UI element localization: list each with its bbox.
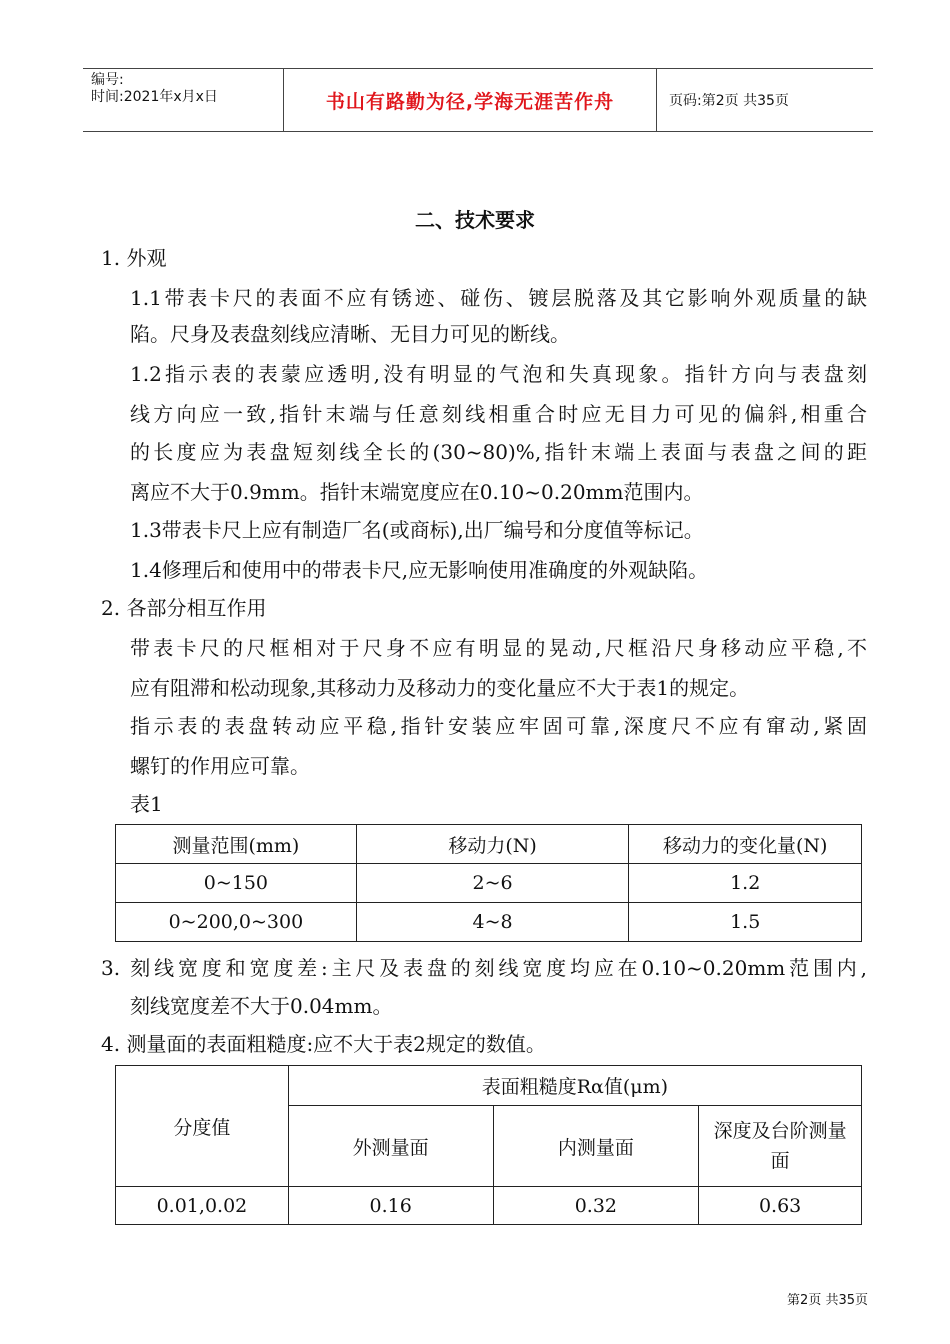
- table-2: [115, 1065, 862, 1225]
- page-header: [83, 68, 873, 132]
- page-footer: 第2页 共35页: [787, 1293, 868, 1308]
- p1-3: 1.3带表卡尺上应有制造厂名(或商标),出厂编号和分度值等标记。: [130, 518, 704, 542]
- s3-line1: 3. 刻线宽度和宽度差:主尺及表盘的刻线宽度均应在0.10~0.20mm范围内,: [101, 956, 867, 980]
- table-header-row: [116, 1066, 862, 1106]
- p1-2-line1: 1.2指示表的表蒙应透明,没有明显的气泡和失真现象。指针方向与表盘刻: [130, 362, 867, 386]
- p1-2-line2: 线方向应一致,指针末端与任意刻线相重合时应无目力可见的偏斜,相重合: [130, 402, 867, 426]
- table-cell: 0.32: [493, 1187, 699, 1225]
- table-cell: 1.2: [629, 864, 862, 903]
- p2-a-line1: 带表卡尺的尺框相对于尺身不应有明显的晃动,尺框沿尺身移动应平稳,不: [130, 636, 867, 660]
- table-header-cell: 移动力(N): [356, 825, 629, 864]
- table-cell: 0~200,0~300: [116, 903, 357, 942]
- s4-line1: 4. 测量面的表面粗糙度:应不大于表2规定的数值。: [101, 1032, 546, 1056]
- header-meta: [83, 69, 283, 131]
- table-header-cell: 深度及台阶测量面: [699, 1106, 862, 1187]
- table-header-cell: 外测量面: [288, 1106, 493, 1187]
- table-cell: 0~150: [116, 864, 357, 903]
- s1-heading: 1. 外观: [101, 246, 167, 270]
- table-cell: 2~6: [356, 864, 629, 903]
- table-cell: 0.01,0.02: [116, 1187, 289, 1225]
- table-cell: 1.5: [629, 903, 862, 942]
- table-row: [116, 864, 862, 903]
- table-header-cell: 移动力的变化量(N): [629, 825, 862, 864]
- table-cell: 0.63: [699, 1187, 862, 1225]
- time-label: 时间:2021年x月x日: [91, 89, 218, 105]
- p1-2-line4: 离应不大于0.9mm。指针末端宽度应在0.10~0.20mm范围内。: [130, 480, 704, 504]
- table-cell: 4~8: [356, 903, 629, 942]
- s3-line2: 刻线宽度差不大于0.04mm。: [130, 994, 393, 1018]
- table-header-cell: 分度值: [116, 1066, 289, 1187]
- p1-4: 1.4修理后和使用中的带表卡尺,应无影响使用准确度的外观缺陷。: [130, 558, 709, 582]
- p1-2-line3: 的长度应为表盘短刻线全长的(30~80)%,指针末端上表面与表盘之间的距: [130, 440, 867, 464]
- table-row: [116, 903, 862, 942]
- p2-a-line2: 应有阻滞和松动现象,其移动力及移动力的变化量应不大于表1的规定。: [130, 676, 750, 700]
- header-motto: 书山有路勤为径,学海无涯苦作舟: [283, 69, 657, 131]
- table-row: [116, 1187, 862, 1225]
- table-header-cell: 测量范围(mm): [116, 825, 357, 864]
- number-label: 编号:: [91, 72, 124, 88]
- p2-b-line2: 螺钉的作用应可靠。: [130, 754, 310, 778]
- table-header-row: [116, 825, 862, 864]
- section-title: 二、技术要求: [415, 208, 535, 232]
- p1-1-line2: 陷。尺身及表盘刻线应清晰、无目力可见的断线。: [130, 322, 570, 346]
- table-1: [115, 824, 862, 942]
- p1-1-line1: 1.1带表卡尺的表面不应有锈迹、碰伤、镀层脱落及其它影响外观质量的缺: [130, 286, 867, 310]
- table-cell: 0.16: [288, 1187, 493, 1225]
- header-page-label: 页码:第2页 共35页: [669, 93, 789, 109]
- table-header-cell: 表面粗糙度Rα值(μm): [288, 1066, 861, 1106]
- table-header-cell: 内测量面: [493, 1106, 699, 1187]
- p2-b-line1: 指示表的表盘转动应平稳,指针安装应牢固可靠,深度尺不应有窜动,紧固: [130, 714, 867, 738]
- table1-label: 表1: [130, 792, 163, 816]
- s2-heading: 2. 各部分相互作用: [101, 596, 267, 620]
